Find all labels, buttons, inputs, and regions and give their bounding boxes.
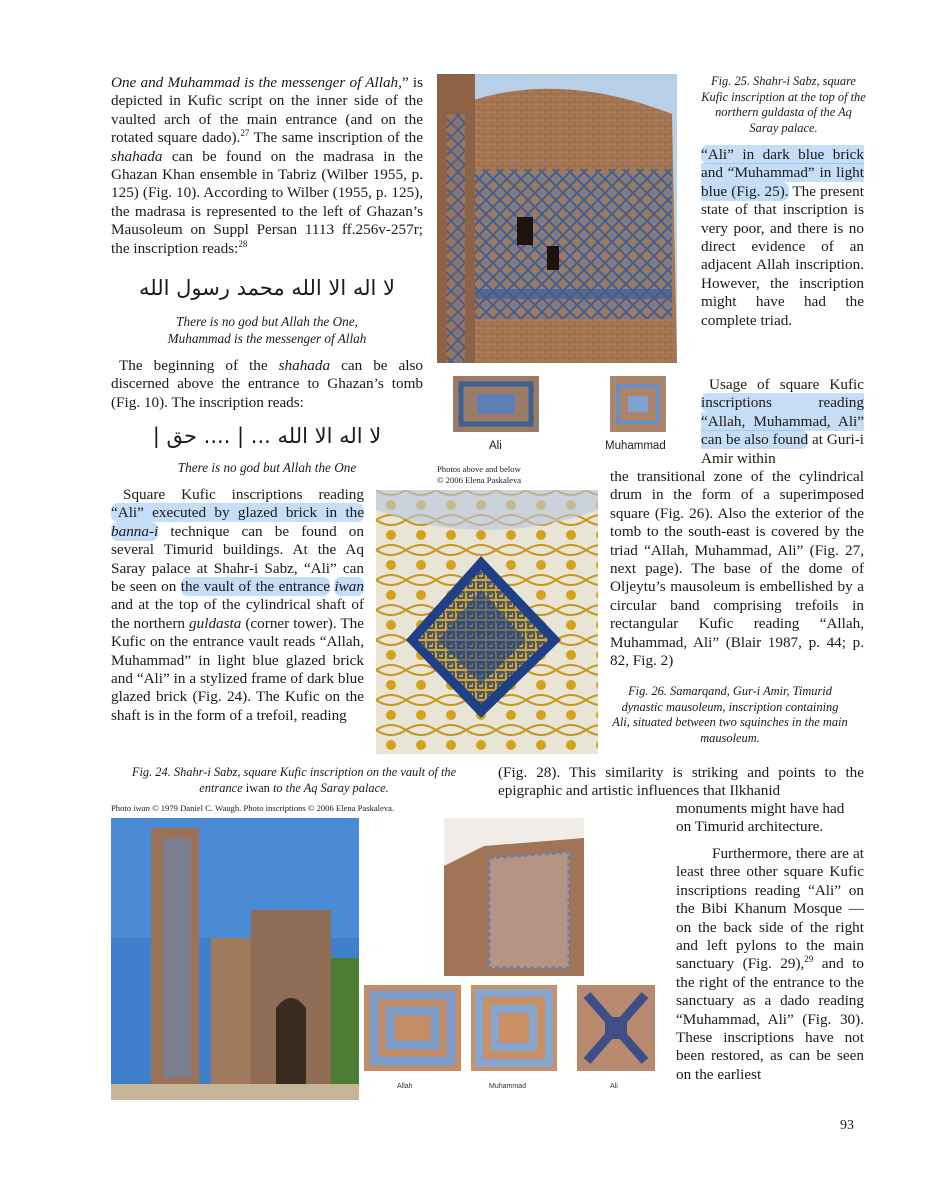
fig24-label-ali: Ali bbox=[610, 1083, 618, 1090]
column1-top-text bbox=[111, 74, 423, 258]
fig24-caption bbox=[111, 765, 477, 796]
text: © 1979 Daniel C. Waugh. Photo inscriptions © 2006 Elena Paskaleva. bbox=[149, 803, 395, 813]
fig25-ali-detail bbox=[453, 376, 539, 432]
translation-2: There is no god but Allah the One bbox=[177, 460, 357, 475]
paragraph-furthermore bbox=[676, 845, 864, 1084]
paragraph-2 bbox=[111, 357, 423, 412]
fig25-tower-photo bbox=[437, 74, 677, 363]
column3-paragraph-2 bbox=[701, 376, 864, 468]
highlight: “Ali” in dark blue brick and “Muhammad” in light blue (Fig. 25). bbox=[701, 146, 864, 200]
text: Furthermore, there are at least three other square Kufic inscriptions reading “Ali” on the Bibi Khanum Mosque — on the back side of the right and left pylons to the main sanctuary (Fig. 29), bbox=[676, 845, 864, 973]
page-number: 93 bbox=[840, 1118, 854, 1133]
fig24-detail-ali bbox=[577, 985, 655, 1071]
column3-paragraph-3: the transitional zone of the cylindrical drum in the form of a superimposed square (Fig. 26). Also the exterior of the tomb to the south-east is covered by the triad “Allah, Muhammad, Ali” (Fig. 27, next page). The base of the dome of Oljeytu’s mausoleum is embellished by a circular band comprising trefoils in rectangular Kufic reading “Allah, Muhammad, Ali” (Blair 1987, p. 44; p. 82, Fig. 2) bbox=[610, 468, 864, 670]
fig25-label-muhammad: Muhammad bbox=[605, 440, 666, 452]
continuation-line-4: on Timurid architecture. bbox=[676, 818, 824, 835]
fig25-caption: Fig. 25. Shahr-i Sabz, square Kufic inscription at the top of the northern guldasta of the Aq Saray palace. bbox=[701, 74, 866, 135]
term: shahada bbox=[278, 357, 331, 374]
term: iwan bbox=[245, 780, 270, 795]
fig26-gur-i-amir-photo bbox=[376, 490, 598, 754]
text: The same inscription of the bbox=[249, 129, 423, 147]
text: can be found on the madrasa in the Ghazan Khan ensemble in Tabriz (Wilber 1955, p. 125) (Fig. 10). According to Wilber (1955, p. 125), the madrasa is represented to the left of Ghazan’s Mausoleum on Suppl Persan 1113 ff.256v-257r; the inscription reads: bbox=[111, 147, 423, 257]
fig24-vault-photo bbox=[444, 818, 584, 976]
arabic-inscription-1: لا اله الا الله محمد رسول الله bbox=[138, 276, 396, 300]
fig24-credit bbox=[111, 803, 477, 814]
highlight: the vault of the entrance bbox=[180, 578, 331, 596]
text: Square Kufic inscriptions reading bbox=[123, 486, 364, 503]
text: The present state of that inscription is very poor, and there is no direct evidence of an adjacent Allah inscription. However, the inscription might have had the complete triad. bbox=[701, 182, 864, 329]
translation-line: There is no god but Allah the One, bbox=[176, 314, 358, 329]
text: The beginning of the bbox=[119, 357, 279, 374]
highlight: iwan bbox=[334, 578, 364, 596]
term: guldasta bbox=[189, 614, 242, 632]
translation-line: Muhammad is the messenger of Allah bbox=[167, 331, 367, 346]
footnote-ref[interactable]: 29 bbox=[804, 954, 814, 965]
text: and at the top of the cylindrical shaft of the northern bbox=[111, 596, 364, 632]
paragraph-1 bbox=[111, 74, 423, 258]
text: Photo bbox=[111, 803, 134, 813]
text: can be also discerned above the entrance to Ghazan’s tomb (Fig. 10). The inscription reads: bbox=[111, 357, 424, 411]
credit-line: Photos above and below bbox=[437, 464, 521, 474]
fig25-muhammad-detail bbox=[610, 376, 666, 432]
highlight: banna-i bbox=[111, 522, 159, 540]
translation-1 bbox=[111, 313, 423, 347]
term: iwan bbox=[133, 803, 150, 813]
credit-line: © 2006 Elena Paskaleva bbox=[437, 475, 522, 485]
footnote-ref[interactable]: 28 bbox=[238, 238, 248, 249]
fig24-label-muhammad: Muhammad bbox=[489, 1083, 526, 1090]
term: shahada bbox=[111, 147, 163, 165]
paragraph-3 bbox=[111, 486, 364, 725]
fig24-detail-allah bbox=[364, 985, 461, 1071]
column3-paragraph-1 bbox=[701, 146, 864, 330]
text: technique can be found on several Timurid buildings. At the bbox=[111, 522, 364, 559]
quote-end: One and Muhammad is the messenger of Allah, bbox=[111, 74, 402, 91]
continuation-line-3: monuments might have had bbox=[676, 800, 845, 817]
arabic-inscription-2: لا اله الا الله ... | .... حق | bbox=[152, 424, 382, 448]
text: (corner tower). The Kufic on the entrance vault reads “Allah, Muhammad” in light blue glazed brick and “Ali” in a stylized frame of dark blue glazed brick (Fig. 24). The Kufic on the shaft is in the form of a trefoil, reading bbox=[111, 614, 364, 724]
fig26-caption: Fig. 26. Samarqand, Gur-i Amir, Timurid dynastic mausoleum, inscription containing Ali, situated between two squinches in the main mausoleum. bbox=[612, 684, 848, 745]
text: Usage of square Kufic bbox=[709, 376, 864, 393]
text: and to the right of the entrance to the sanctuary as a dado reading “Muhammad, Ali” (Fig. 30). These inscriptions have not been restored, as can be seen on the earliest bbox=[676, 955, 864, 1083]
text: Aq Saray palace at Shahr-i Sabz, “Ali” can be seen on bbox=[111, 541, 364, 596]
highlight: “Ali” executed by glazed brick in the bbox=[111, 504, 364, 522]
fig25-label-ali: Ali bbox=[489, 440, 502, 452]
fig24-aq-saray-photo bbox=[111, 818, 359, 1100]
text: to the Aq Saray palace. bbox=[269, 780, 389, 795]
continuation-text: (Fig. 28). This similarity is striking and points to the epigraphic and artistic influences that Ilkhanid bbox=[498, 764, 864, 800]
fig24-detail-muhammad bbox=[471, 985, 557, 1071]
fig24-label-allah: Allah bbox=[397, 1083, 413, 1090]
text: ” is depicted in Kufic script on the inner side of the vaulted arch of the main entrance (and on the rotated square dado). bbox=[111, 74, 423, 147]
text: Fig. 24. Shahr-i Sabz, square Kufic inscription on the vault of the entrance bbox=[131, 765, 457, 795]
fig25-photo-credit bbox=[437, 464, 577, 486]
highlight: inscriptions reading “Allah, Muhammad, Ali” can be also found bbox=[701, 394, 864, 449]
footnote-ref[interactable]: 27 bbox=[240, 128, 250, 139]
text: at Guri-i Amir within bbox=[701, 431, 864, 467]
